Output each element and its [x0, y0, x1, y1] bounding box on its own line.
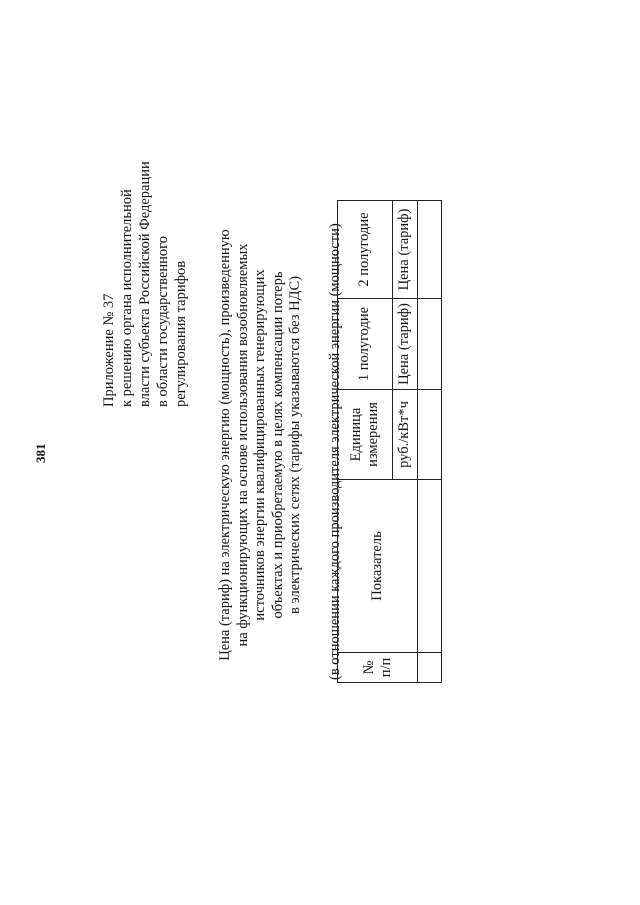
header-half-2: 2 полугодие: [338, 201, 393, 299]
page-number: 381: [33, 443, 48, 463]
heading-line: источников энергии квалифицированных генерирующих: [252, 269, 268, 621]
table-cell: [418, 480, 442, 653]
appendix-line: к решению органа исполнительной: [119, 189, 135, 407]
table-header-row: [338, 201, 393, 683]
document-heading: [217, 185, 305, 705]
header-half-1: 1 полугодие: [338, 299, 393, 390]
tariff-table: [337, 200, 442, 683]
half-2-label: Цена (тариф): [392, 201, 417, 299]
table-cell: [418, 390, 442, 480]
heading-line: в электрических сетях (тарифы указываются без НДС): [287, 276, 303, 614]
appendix-line: Приложение № 37: [101, 293, 117, 407]
heading-line: на функционирующих на основе использования возобновляемых: [234, 243, 251, 647]
appendix-line: власти субъекта Российской Федерации: [137, 161, 153, 407]
table-cell: [418, 653, 442, 683]
table-cell: [418, 201, 442, 299]
unit-value: руб./кВт*ч: [392, 390, 417, 480]
header-indicator: Показатель: [338, 480, 418, 653]
header-num: № п/п: [338, 653, 418, 683]
half-1-label: Цена (тариф): [392, 299, 417, 390]
heading-line: объектах и приобретаемую в целях компенсации потерь: [269, 271, 286, 619]
heading-line: Цена (тариф) на электрическую энергию (мощность), произведенную: [217, 229, 233, 661]
appendix-line: в области государственного: [155, 236, 171, 407]
header-unit: Единица измерения: [338, 390, 393, 480]
table-subheading: (в отношении каждого производителя электрической энергии (мощности): [327, 223, 343, 680]
appendix-block: [100, 161, 190, 407]
table-cell: [418, 299, 442, 390]
table-row: [418, 201, 442, 683]
appendix-line: регулирования тарифов: [173, 260, 189, 407]
